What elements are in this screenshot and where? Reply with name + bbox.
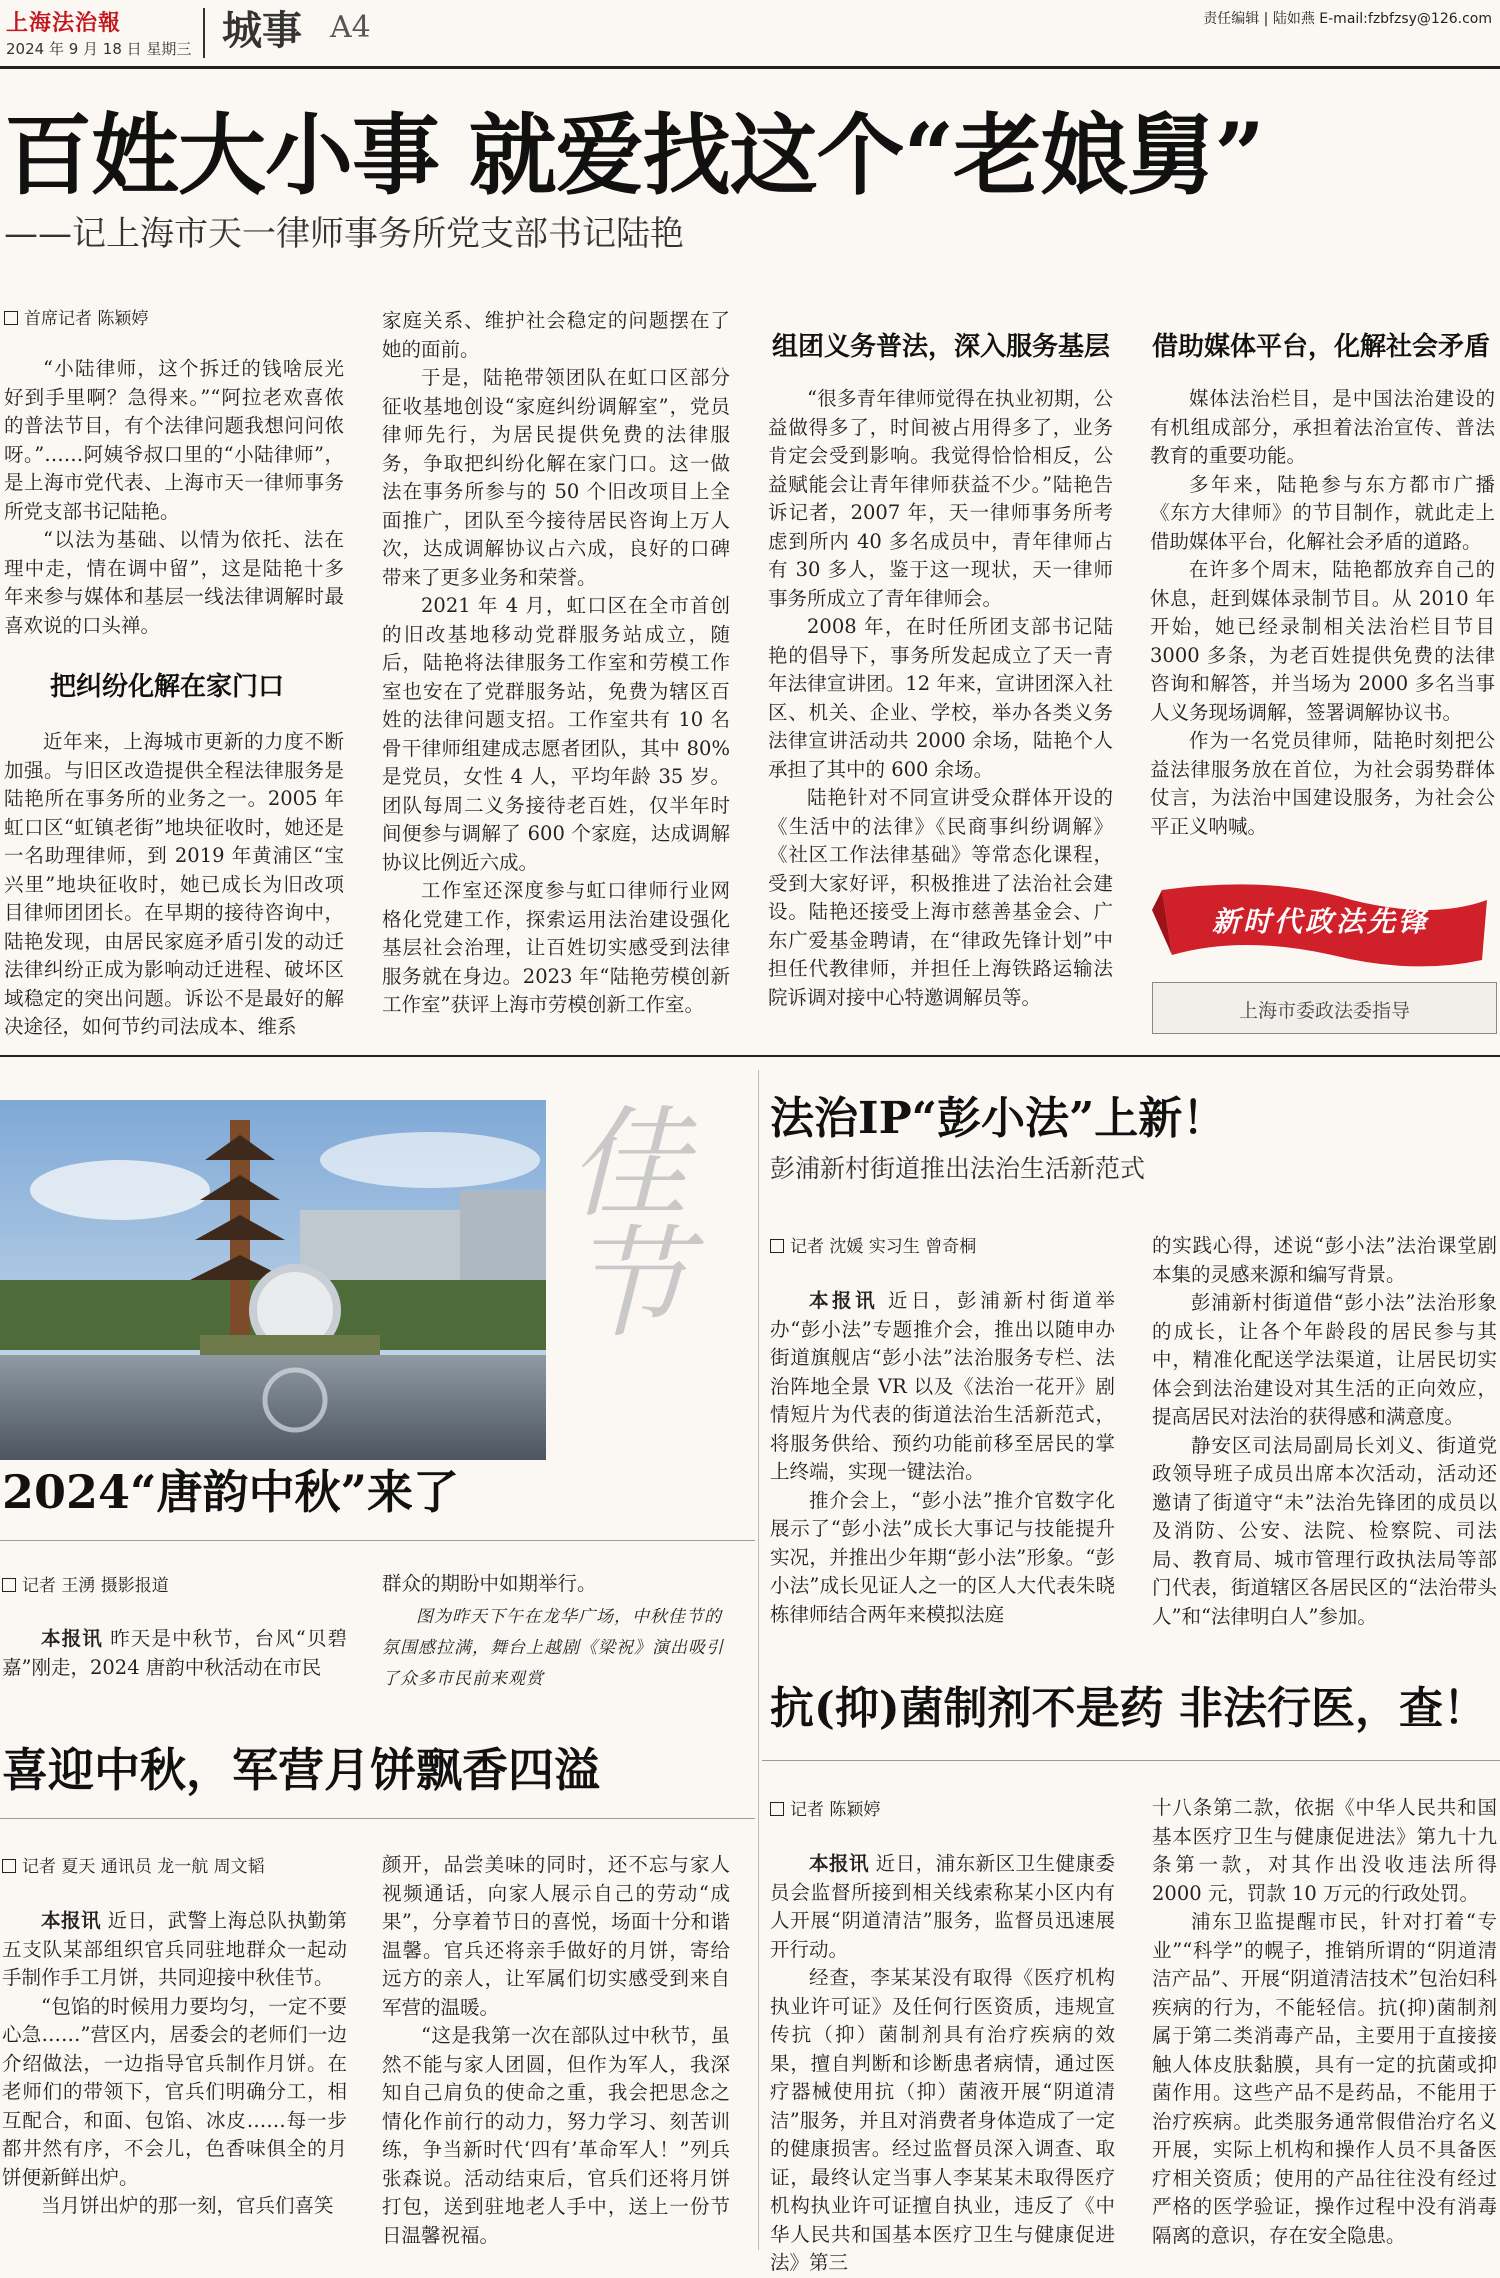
paragraph: “小陆律师，这个拆迁的钱啥辰光好到手里啊？急得来。”“阿拉老欢喜侬的普法节目，有个法律问题我想问问侬呀。”……阿姨爷叔口里的“小陆律师”，是上海市党代表、上海市天一律师事务所党支部书记陆艳。 <box>4 357 344 523</box>
lead-bottom-rule <box>0 1055 1500 1057</box>
pioneer-banner <box>1152 870 1497 1040</box>
lead-headline: 百姓大小事 就爱找这个“老娘舅” <box>4 103 1264 207</box>
paragraph: 的实践心得，述说“彭小法”法治课堂剧本集的灵感来源和编写背景。 <box>1152 1234 1497 1286</box>
lead-col-1 <box>4 355 344 640</box>
pengxiaofa-subheadline: 彭浦新村街道推出法治生活新范式 <box>770 1154 1146 1183</box>
byline-box-icon <box>2 1859 16 1873</box>
midautumn-headline: 2024“唐韵中秋”来了 <box>2 1465 459 1519</box>
lead-subhead-3: 组团义务普法，深入服务基层 <box>772 332 1111 362</box>
paragraph: 陆艳针对不同宣讲受众群体开设的《生活中的法律》《民商事纠纷调解》《社区工作法律基础》等常态化课程，受到大家好评，积极推进了法治社会建设。陆艳还接受上海市慈善基金会、广东广爱基金聘请，在“律政先锋计划”中担任代教律师，并担任上海铁路运输法院诉调对接中心特邀调解员等。 <box>768 786 1113 1009</box>
paragraph: 作为一名党员律师，陆艳时刻把公益法律服务放在首位，为社会弱势群体仗言，为法治中国建设服务，为社会公平正义呐喊。 <box>1150 729 1495 838</box>
paragraph: 近日，彭浦新村街道举办“彭小法”专题推介会，推出以随申办街道旗舰店“彭小法”法治服务专栏、法治阵地全景 VR 以及《法治一花开》剧情短片为代表的街道法治生活新范式，将服务供给、预约功能前移至居民的掌上终端，实现一键法治。 <box>770 1289 1115 1483</box>
column-divider <box>758 1070 759 2250</box>
army-rule <box>0 1818 755 1819</box>
photo-caption: 图为昨天下午在龙华广场，中秋佳节的氛围感拉满，舞台上越剧《梁祝》演出吸引了众多市民前来观赏 <box>382 1607 724 1689</box>
army-headline: 喜迎中秋，军营月饼飘香四溢 <box>2 1743 600 1797</box>
banner-sub: 上海市委政法委指导 <box>1238 1000 1410 1022</box>
pengxiaofa-col-1 <box>770 1287 1115 1629</box>
paragraph: 在许多个周末，陆艳都放弃自己的休息，赶到媒体录制节目。从 2010 年开始，她已经录制相关法治栏目节目 3000 多条，为老百姓提供免费的法律咨询和解答，并当场为 2000 多名当事人义务现场调解，签署调解协议书。 <box>1150 558 1495 724</box>
paragraph: 近日，浦东新区卫生健康委员会监督所接到相关线索称某小区内有人开展“阴道清洁”服务，监督员迅速展开行动。 <box>770 1852 1115 1961</box>
vertical-calligraphy <box>548 1100 692 1340</box>
byline-box-icon <box>770 1802 784 1816</box>
paragraph: 2021 年 4 月，虹口区在全市首创的旧改基地移动党群服务站成立，随后，陆艳将法律服务工作室和劳模工作室也安在了党群服务站，免费为辖区百姓的法律问题支招。工作室共有 10 名骨干律师组建成志愿者团队，其中 80% 是党员，女性 4 人，平均年龄 35 岁。团队每周二义务接待老百姓，仅半年时间便参与调解了 600 个家庭，达成调解协议比例近六成。 <box>382 594 730 874</box>
pengxiaofa-headline: 法治IP“彭小法”上新！ <box>770 1093 1227 1144</box>
paragraph: 当月饼出炉的那一刻，官兵们喜笑 <box>41 2194 334 2217</box>
pengxiaofa-col-2 <box>1152 1232 1497 1631</box>
midautumn-col-1 <box>2 1625 347 1682</box>
antibac-byline: 记者 陈颖婷 <box>770 1799 880 1821</box>
paragraph: 家庭关系、维护社会稳定的问题摆在了她的面前。 <box>382 309 730 361</box>
masthead <box>0 0 1500 70</box>
paragraph: 2008 年，在时任所团支部书记陆艳的倡导下，事务所发起成立了天一青年法律宣讲团。12 年来，宣讲团深入社区、机关、企业、学校，举办各类义务法律宣讲活动共 2000 余场，陆艳个人承担了其中的 600 余场。 <box>768 615 1113 781</box>
lead-col-3 <box>768 385 1113 1012</box>
lead-subhead-4: 借助媒体平台，化解社会矛盾 <box>1152 332 1491 362</box>
midautumn-photo <box>0 1100 546 1460</box>
paragraph: “以法为基础、以情为依托、法在理中走，情在调中留”，这是陆艳十多年来参与媒体和基层一线法律调解时最喜欢说的口头禅。 <box>4 528 344 637</box>
paragraph: “这是我第一次在部队过中秋节，虽然不能与家人团圆，但作为军人，我深知自己肩负的使命之重，我会把思念之情化作前行的动力，努力学习、刻苦训练，争当新时代‘四有’革命军人！”列兵张森说。活动结束后，官兵们还将月饼打包，送到驻地老人手中，送上一份节日温馨祝福。 <box>382 2024 730 2247</box>
byline-box-icon <box>770 1239 784 1253</box>
army-byline: 记者 夏天 通讯员 龙一航 周文韬 <box>2 1856 265 1878</box>
paragraph: “很多青年律师觉得在执业初期，公益做得多了，时间被占用得多了，业务肯定会受到影响。我觉得恰恰相反，公益赋能会让青年律师获益不少。”陆艳告诉记者，2007 年，天一律师事务所考虑到所内 40 多名成员中，青年律师占有 30 多人，鉴于这一现状，天一律师事务所成立了青年律师会。 <box>768 387 1113 610</box>
antibac-rule <box>762 1760 1500 1761</box>
paragraph: 于是，陆艳带领团队在虹口区部分征收基地创设“家庭纠纷调解室”，党员律师先行，为居民提供免费的法律服务，争取把纠纷化解在家门口。这一做法在事务所参与的 50 个旧改项目上全面推广，团队至今接待居民咨询上万人次，达成调解协议占六成，良好的口碑带来了更多业务和荣誉。 <box>382 366 730 589</box>
editor-info: 责任编辑 | 陆如燕 E-mail:fzbfzsy@126.com <box>1203 11 1492 27</box>
paragraph: 浦东卫监提醒市民，针对打着“专业”“科学”的幌子，推销所谓的“阴道清洁产品”、开展“阴道清洁技术”包治妇科疾病的行为，不能轻信。抗(抑)菌制剂属于第二类消毒产品，主要用于直接接触人体皮肤黏膜，具有一定的抗菌或抑菌作用。这些产品不是药品，不能用于治疗疾病。此类服务通常假借治疗名义开展，实际上机构和操作人员不具备医疗相关资质；使用的产品往往没有经过严格的医学验证，操作过程中没有消毒隔离的意识，存在安全隐患。 <box>1152 1910 1497 2247</box>
paragraph: 昨天是中秋节，台风“贝碧嘉”刚走，2024 唐韵中秋活动在市民 <box>2 1627 347 1679</box>
lead-tag: 本报讯 <box>809 1289 879 1312</box>
paragraph: 近日，武警上海总队执勤第五支队某部组织官兵同驻地群众一起动手制作手工月饼，共同迎接中秋佳节。 <box>2 1909 347 1989</box>
lead-subheadline: ——记上海市天一律师事务所党支部书记陆艳 <box>4 214 684 254</box>
lead-byline: 首席记者 陈颖婷 <box>4 308 148 330</box>
calligraphy-text: 佳节 <box>548 1100 687 1340</box>
lead-tag: 本报讯 <box>41 1627 103 1650</box>
pengxiaofa-byline: 记者 沈媛 实习生 曾奇桐 <box>770 1236 976 1258</box>
paragraph: 经查，李某某没有取得《医疗机构执业许可证》及任何行医资质，违规宣传抗（抑）菌制剂具有治疗疾病的效果，擅自判断和诊断患者病情，通过医疗器械使用抗（抑）菌液开展“阴道清洁”服务，并且对消费者身体造成了一定的健康损害。经过监督员深入调查、取证，最终认定当事人李某某未取得医疗机构执业许可证擅自执业，违反了《中华人民共和国基本医疗卫生与健康促进法》第三 <box>770 1966 1115 2274</box>
paragraph: 彭浦新村街道借“彭小法”法治形象的成长，让各个年龄段的居民参与其中，精准化配送学法渠道，让居民切实体会到法治建设对其生活的正向效应，提高居民对法治的获得感和满意度。 <box>1152 1291 1497 1428</box>
army-col-2 <box>382 1851 730 2250</box>
section-name: 城事 <box>222 8 302 54</box>
lead-subhead-1: 把纠纷化解在家门口 <box>50 672 285 702</box>
army-col-1 <box>2 1907 347 2221</box>
masthead-divider <box>203 8 205 58</box>
midautumn-rule <box>0 1540 755 1541</box>
paragraph: 媒体法治栏目，是中国法治建设的有机组成部分，承担着法治宣传、普法教育的重要功能。 <box>1150 387 1495 467</box>
byline-box-icon <box>2 1578 16 1592</box>
paper-logo: 上海法治報 <box>6 10 122 36</box>
antibac-col-2 <box>1152 1794 1497 2250</box>
paragraph: 十八条第二款，依据《中华人民共和国基本医疗卫生与健康促进法》第九十九条第一款，对其作出没收违法所得 2000 元，罚款 10 万元的行政处罚。 <box>1152 1796 1497 1905</box>
paragraph: 工作室还深度参与虹口律师行业网格化党建工作，探索运用法治建设强化基层社会治理，让百姓切实感受到法律服务就在身边。2023 年“陆艳劳模创新工作室”获评上海市劳模创新工作室。 <box>382 879 730 1016</box>
paragraph: 静安区司法局副局长刘义、街道党政领导班子成员出席本次活动，活动还邀请了街道守“未”法治先锋团的成员以及消防、公安、法院、检察院、司法局、教育局、城市管理行政执法局等部门代表，街道辖区各居民区的“法治带头人”和“法律明白人”参加。 <box>1152 1433 1497 1628</box>
page-number: A4 <box>330 10 371 45</box>
lead-col-4 <box>1150 385 1495 841</box>
antibac-headline: 抗(抑)菌制剂不是药 非法行医，查！ <box>770 1683 1487 1734</box>
masthead-rule <box>0 66 1500 69</box>
lead-col-2 <box>382 307 730 1020</box>
paragraph: 群众的期盼中如期举行。 <box>382 1572 597 1595</box>
lead-tag: 本报讯 <box>809 1852 869 1875</box>
paragraph: “包馅的时候用力要均匀，一定不要心急……”营区内，居委会的老师们一边介绍做法，一边指导官兵制作月饼。在老师们的带领下，官兵们明确分工，相互配合，和面、包馅、冰皮……每一步都井然有序，不会儿，色香味俱全的月饼便新鲜出炉。 <box>2 1994 347 2189</box>
paragraph: 近年来，上海城市更新的力度不断加强。与旧区改造提供全程法律服务是陆艳所在事务所的业务之一。2005 年虹口区“虹镇老街”地块征收时，她还是一名助理律师，到 2019 年黄浦区“宝兴里”地块征收时，她已成长为旧改项目律师团团长。在早期的接待咨询中，陆艳发现，由居民家庭矛盾引发的动迁法律纠纷正成为影响动迁进程、破坏区域稳定的突出问题。诉讼不是最好的解决途径，如何节约司法成本、维系 <box>4 730 344 1038</box>
paragraph: 推介会上，“彭小法”推介官数字化展示了“彭小法”成长大事记与技能提升实况，并推出少年期“彭小法”形象。“彭小法”成长见证人之一的区人大代表朱晓栋律师结合两年来模拟法庭 <box>770 1488 1115 1626</box>
lead-tag: 本报讯 <box>41 1909 101 1932</box>
midautumn-col-2 <box>382 1570 730 1599</box>
issue-date: 2024 年 9 月 18 日 星期三 <box>6 40 192 58</box>
byline-box-icon <box>4 311 18 325</box>
lead-col-1b <box>4 728 344 1042</box>
midautumn-byline: 记者 王湧 摄影报道 <box>2 1575 169 1597</box>
paragraph: 多年来，陆艳参与东方都市广播《东方大律师》的节目制作，就此走上借助媒体平台，化解社会矛盾的道路。 <box>1150 472 1495 553</box>
banner-title: 新时代政法先锋 <box>1212 905 1430 938</box>
antibac-col-1 <box>770 1850 1115 2278</box>
paragraph: 颜开，品尝美味的同时，还不忘与家人视频通话，向家人展示自己的劳动“成果”，分享着节日的喜悦，场面十分和谐温馨。官兵还将亲手做好的月饼，寄给远方的亲人，让军属们切实感受到来自军营的温暖。 <box>382 1853 730 2019</box>
